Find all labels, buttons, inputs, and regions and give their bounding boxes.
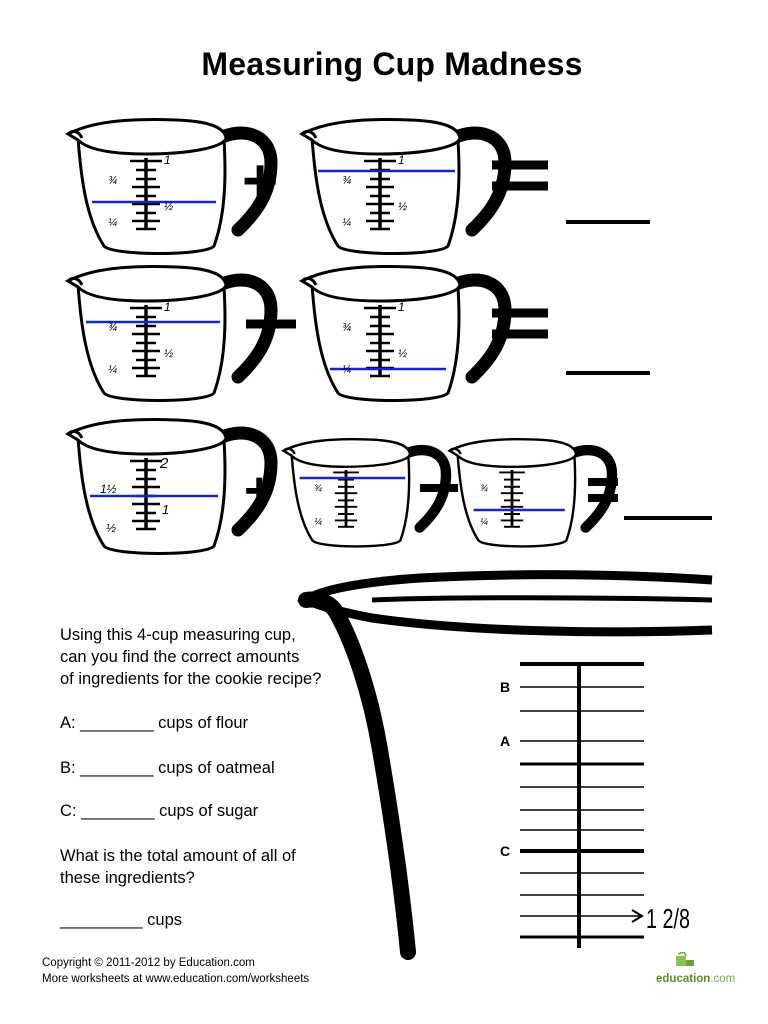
marker-b: B <box>500 679 511 695</box>
cup-label-1-2: ½ <box>164 201 174 213</box>
svg-text:1: 1 <box>398 153 405 167</box>
question-intro-line2: can you find the correct amounts <box>60 648 300 666</box>
question-total-answer: _________ cups <box>60 911 183 929</box>
row1-op: + <box>242 147 279 216</box>
svg-text:½: ½ <box>398 201 408 213</box>
svg-text:¼: ¼ <box>480 516 489 528</box>
marker-c: C <box>500 843 511 859</box>
more-worksheets-link[interactable]: More worksheets at www.education.com/worksheets <box>42 973 310 985</box>
copyright-text: Copyright © 2011-2012 by Education.com <box>42 957 255 969</box>
question-total-line2: these ingredients? <box>60 869 195 887</box>
question-b: B: ________ cups of oatmeal <box>60 759 275 777</box>
svg-text:¼: ¼ <box>314 516 323 528</box>
svg-text:1: 1 <box>398 300 405 314</box>
svg-text:1: 1 <box>164 300 171 314</box>
svg-text:½: ½ <box>164 348 174 360</box>
education-logo-text[interactable]: education.com <box>656 973 736 985</box>
row2-cup1 <box>68 267 271 401</box>
svg-text:¼: ¼ <box>342 364 352 376</box>
row3-cup2 <box>284 439 446 546</box>
svg-text:2: 2 <box>160 455 169 472</box>
svg-text:¾: ¾ <box>480 482 489 494</box>
marker-a: A <box>500 733 511 749</box>
question-intro-line1: Using this 4-cup measuring cup, <box>60 626 296 644</box>
row2-cup2 <box>302 267 505 401</box>
svg-text:¾: ¾ <box>342 322 352 334</box>
callout-value: 1 2/8 <box>646 903 690 934</box>
question-c: C: ________ cups of sugar <box>60 802 259 820</box>
svg-text:½: ½ <box>106 521 117 535</box>
cup-label-1: 1 <box>164 153 171 167</box>
education-logo-icon[interactable] <box>650 952 734 992</box>
question-a: A: ________ cups of flour <box>60 714 249 732</box>
question-total-line1: What is the total amount of all of <box>60 847 296 865</box>
svg-text:1½: 1½ <box>100 482 117 496</box>
row3-op1: + <box>244 462 275 520</box>
svg-text:½: ½ <box>398 348 408 360</box>
svg-text:¼: ¼ <box>342 217 352 229</box>
svg-text:¼: ¼ <box>108 364 118 376</box>
svg-text:1: 1 <box>162 502 170 517</box>
question-intro-line3: of ingredients for the cookie recipe? <box>60 670 322 688</box>
svg-text:¾: ¾ <box>314 482 323 494</box>
big-measuring-cup <box>306 575 712 952</box>
svg-text:¾: ¾ <box>108 322 118 334</box>
row1-cup1 <box>68 120 271 254</box>
worksheet-title: Measuring Cup Madness <box>201 46 583 82</box>
footer <box>42 955 309 987</box>
row3-cup3 <box>450 439 612 546</box>
row1-cup2 <box>302 120 505 254</box>
cup-label-1-4: ¼ <box>108 217 118 229</box>
svg-text:¾: ¾ <box>342 175 352 187</box>
cup-label-3-4: ¾ <box>108 175 118 187</box>
row3-cup1 <box>68 420 271 554</box>
